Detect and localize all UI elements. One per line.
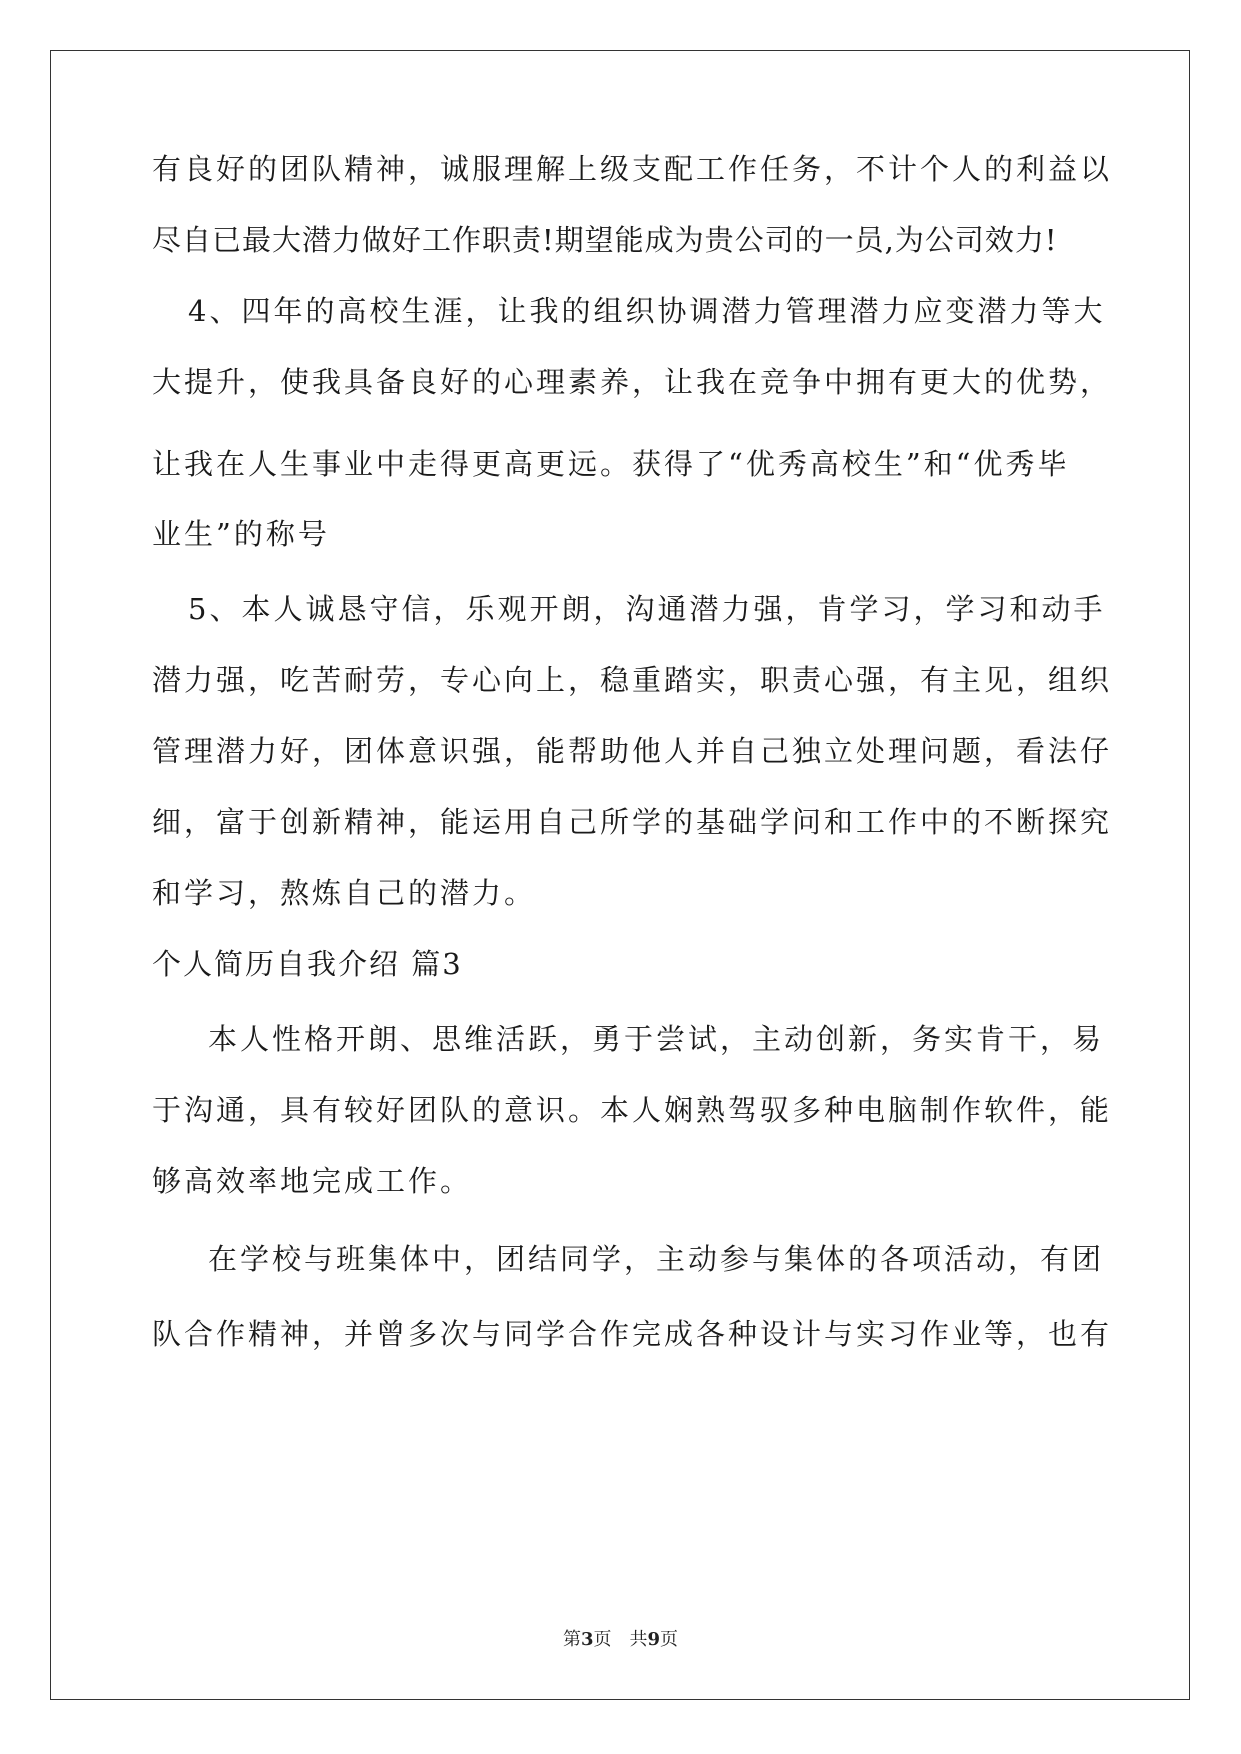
footer-prefix: 第 (562, 1629, 581, 1650)
text-line: 细，富于创新精神，能运用自己所学的基础学问和工作中的不断探究 (152, 805, 1113, 839)
text-line: 本人性格开朗、思维活跃，勇于尝试，主动创新，务实肯干，易 (208, 1022, 1105, 1056)
footer-suffix: 页 (660, 1629, 679, 1650)
footer-total-pages: 9 (647, 1629, 661, 1650)
text-line: 让我在人生事业中走得更高更远。获得了“优秀高校生”和“优秀毕 (152, 447, 1070, 481)
text-line: 队合作精神，并曾多次与同学合作完成各种设计与实习作业等，也有 (152, 1317, 1113, 1351)
page-footer (0, 1625, 1241, 1651)
text-line: 在学校与班集体中，团结同学，主动参与集体的各项活动，有团 (208, 1242, 1105, 1276)
footer-current-page: 3 (580, 1629, 594, 1650)
text-line: 4、四年的高校生涯，让我的组织协调潜力管理潜力应变潜力等大 (188, 294, 1106, 328)
section-heading: 个人简历自我介绍 篇3 (152, 947, 463, 981)
text-line: 大提升，使我具备良好的心理素养，让我在竞争中拥有更大的优势， (152, 365, 1113, 399)
footer-middle: 页 共 (593, 1629, 648, 1650)
text-line: 于沟通，具有较好团队的意识。本人娴熟驾驭多种电脑制作软件，能 (152, 1093, 1113, 1127)
text-line: 有良好的团队精神，诚服理解上级支配工作任务，不计个人的利益以 (152, 152, 1113, 186)
text-line: 管理潜力好，团体意识强，能帮助他人并自己独立处理问题，看法仔 (152, 734, 1113, 768)
text-line: 和学习，熬炼自己的潜力。 (152, 876, 537, 910)
text-line: 够高效率地完成工作。 (152, 1164, 473, 1198)
text-line: 尽自已最大潜力做好工作职责!期望能成为贵公司的一员,为公司效力! (152, 223, 1058, 257)
text-line: 业生”的称号 (152, 517, 330, 551)
text-line: 5、本人诚恳守信，乐观开朗，沟通潜力强，肯学习，学习和动手 (188, 592, 1106, 626)
text-line: 潜力强，吃苦耐劳，专心向上，稳重踏实，职责心强，有主见，组织 (152, 663, 1113, 697)
